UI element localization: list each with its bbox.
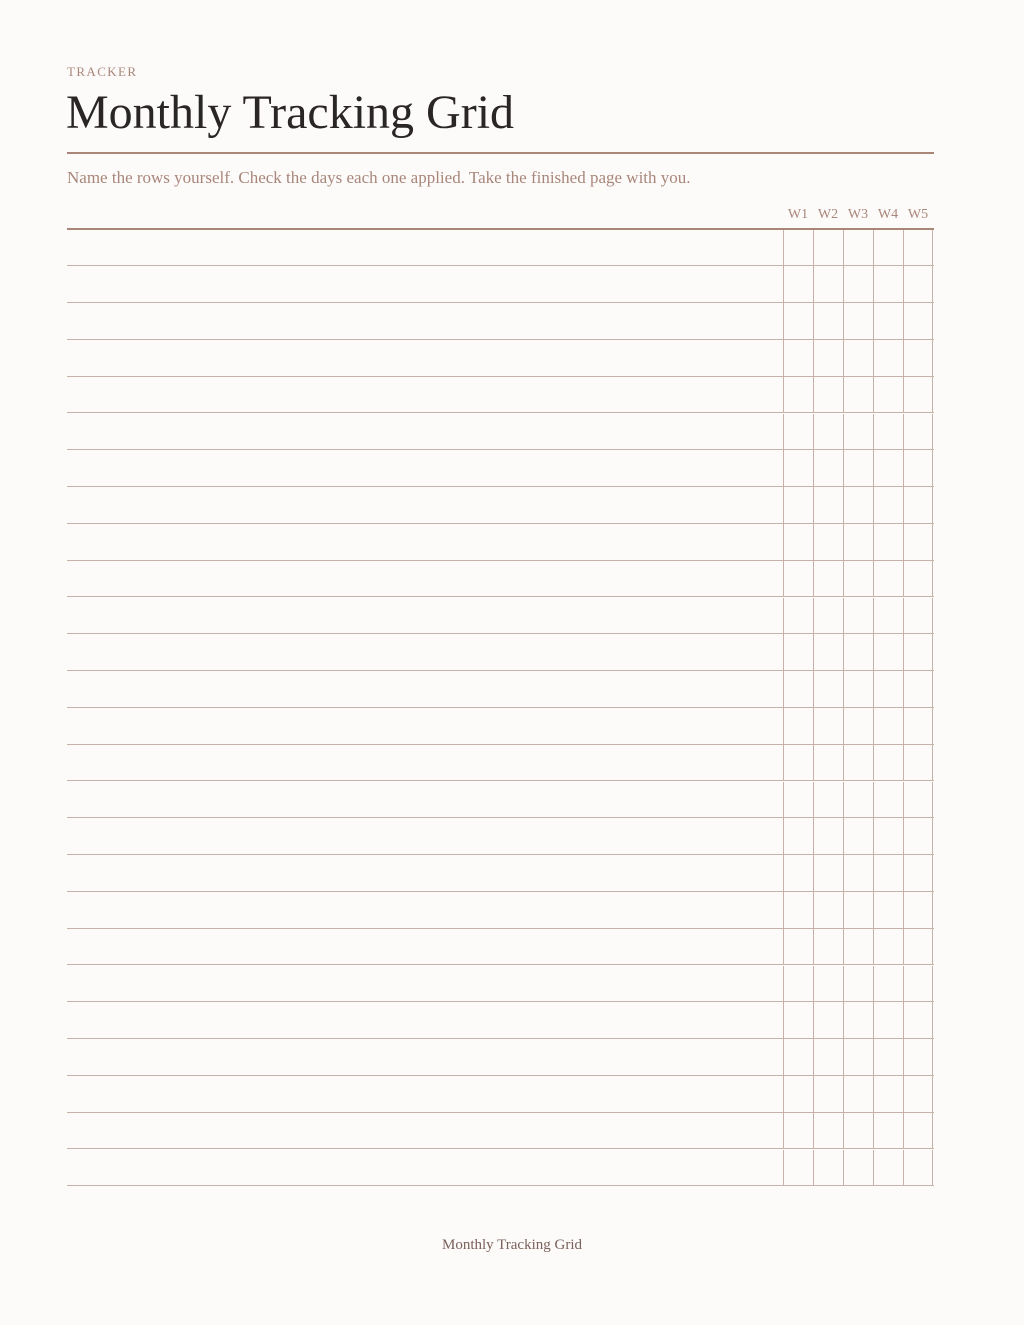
tracker-row xyxy=(67,340,934,377)
row-label-field[interactable] xyxy=(67,818,783,855)
week-4-checkbox[interactable] xyxy=(873,782,903,819)
week-5-checkbox[interactable] xyxy=(903,782,933,819)
row-label-field[interactable] xyxy=(67,524,783,561)
week-header-5: W5 xyxy=(907,207,929,222)
week-1-checkbox[interactable] xyxy=(783,266,813,303)
tracker-row xyxy=(67,818,934,855)
week-3-checkbox[interactable] xyxy=(843,782,873,819)
page-instructions: Name the rows yourself. Check the days each one applied. Take the finished page with you. xyxy=(67,168,691,187)
week-4-checkbox[interactable] xyxy=(873,303,903,340)
week-3-checkbox[interactable] xyxy=(843,1113,873,1150)
week-4-checkbox[interactable] xyxy=(873,671,903,708)
tracker-row xyxy=(67,634,934,671)
week-4-checkbox[interactable] xyxy=(873,598,903,635)
week-column-headers xyxy=(783,206,934,226)
week-1-checkbox[interactable] xyxy=(783,782,813,819)
week-2-checkbox[interactable] xyxy=(813,598,843,635)
week-1-checkbox[interactable] xyxy=(783,524,813,561)
week-5-checkbox[interactable] xyxy=(903,745,933,782)
week-4-checkbox[interactable] xyxy=(873,929,903,966)
week-4-checkbox[interactable] xyxy=(873,1002,903,1039)
week-1-checkbox[interactable] xyxy=(783,708,813,745)
tracker-row xyxy=(67,450,934,487)
week-1-checkbox[interactable] xyxy=(783,855,813,892)
tracker-row xyxy=(67,929,934,966)
page-title: Monthly Tracking Grid xyxy=(66,86,515,139)
week-5-checkbox[interactable] xyxy=(903,966,933,1003)
tracker-row xyxy=(67,892,934,929)
week-2-checkbox[interactable] xyxy=(813,929,843,966)
row-label-field[interactable] xyxy=(67,1039,783,1076)
week-5-checkbox[interactable] xyxy=(903,303,933,340)
week-2-checkbox[interactable] xyxy=(813,818,843,855)
tracker-row xyxy=(67,1076,934,1113)
week-5-checkbox[interactable] xyxy=(903,1113,933,1150)
week-1-checkbox[interactable] xyxy=(783,377,813,414)
week-header-1: W1 xyxy=(787,207,809,222)
week-2-checkbox[interactable] xyxy=(813,303,843,340)
section-eyebrow: TRACKER xyxy=(67,64,138,79)
tracker-row xyxy=(67,782,934,819)
week-1-checkbox[interactable] xyxy=(783,450,813,487)
week-1-checkbox[interactable] xyxy=(783,598,813,635)
week-2-checkbox[interactable] xyxy=(813,377,843,414)
week-3-checkbox[interactable] xyxy=(843,818,873,855)
week-5-checkbox[interactable] xyxy=(903,892,933,929)
week-1-checkbox[interactable] xyxy=(783,892,813,929)
week-4-checkbox[interactable] xyxy=(873,377,903,414)
week-2-checkbox[interactable] xyxy=(813,1113,843,1150)
week-2-checkbox[interactable] xyxy=(813,230,843,267)
week-5-checkbox[interactable] xyxy=(903,561,933,598)
week-5-checkbox[interactable] xyxy=(903,929,933,966)
tracking-grid xyxy=(67,228,934,1186)
tracker-row xyxy=(67,377,934,414)
week-5-checkbox[interactable] xyxy=(903,266,933,303)
row-label-field[interactable] xyxy=(67,1150,783,1187)
week-1-checkbox[interactable] xyxy=(783,1150,813,1187)
week-4-checkbox[interactable] xyxy=(873,1150,903,1187)
week-4-checkbox[interactable] xyxy=(873,487,903,524)
week-3-checkbox[interactable] xyxy=(843,598,873,635)
row-label-field[interactable] xyxy=(67,892,783,929)
week-1-checkbox[interactable] xyxy=(783,1113,813,1150)
row-label-field[interactable] xyxy=(67,598,783,635)
week-2-checkbox[interactable] xyxy=(813,340,843,377)
week-2-checkbox[interactable] xyxy=(813,450,843,487)
week-1-checkbox[interactable] xyxy=(783,671,813,708)
week-1-checkbox[interactable] xyxy=(783,561,813,598)
week-5-checkbox[interactable] xyxy=(903,1002,933,1039)
tracker-row xyxy=(67,524,934,561)
week-4-checkbox[interactable] xyxy=(873,745,903,782)
week-4-checkbox[interactable] xyxy=(873,266,903,303)
week-2-checkbox[interactable] xyxy=(813,487,843,524)
week-2-checkbox[interactable] xyxy=(813,1150,843,1187)
tracker-row xyxy=(67,303,934,340)
week-2-checkbox[interactable] xyxy=(813,745,843,782)
week-2-checkbox[interactable] xyxy=(813,1076,843,1113)
tracker-row xyxy=(67,745,934,782)
week-2-checkbox[interactable] xyxy=(813,634,843,671)
tracker-row xyxy=(67,708,934,745)
week-4-checkbox[interactable] xyxy=(873,966,903,1003)
week-1-checkbox[interactable] xyxy=(783,818,813,855)
row-label-field[interactable] xyxy=(67,450,783,487)
week-3-checkbox[interactable] xyxy=(843,524,873,561)
week-1-checkbox[interactable] xyxy=(783,1039,813,1076)
tracker-row xyxy=(67,598,934,635)
week-3-checkbox[interactable] xyxy=(843,671,873,708)
week-3-checkbox[interactable] xyxy=(843,414,873,451)
week-3-checkbox[interactable] xyxy=(843,929,873,966)
week-5-checkbox[interactable] xyxy=(903,340,933,377)
week-5-checkbox[interactable] xyxy=(903,524,933,561)
tracker-row xyxy=(67,855,934,892)
row-label-field[interactable] xyxy=(67,303,783,340)
week-5-checkbox[interactable] xyxy=(903,1150,933,1187)
week-3-checkbox[interactable] xyxy=(843,745,873,782)
tracker-row xyxy=(67,966,934,1003)
week-4-checkbox[interactable] xyxy=(873,892,903,929)
row-label-field[interactable] xyxy=(67,414,783,451)
week-2-checkbox[interactable] xyxy=(813,1002,843,1039)
week-2-checkbox[interactable] xyxy=(813,524,843,561)
week-4-checkbox[interactable] xyxy=(873,524,903,561)
row-label-field[interactable] xyxy=(67,671,783,708)
week-1-checkbox[interactable] xyxy=(783,303,813,340)
row-label-field[interactable] xyxy=(67,855,783,892)
row-label-field[interactable] xyxy=(67,1113,783,1150)
week-header-4: W4 xyxy=(877,207,899,222)
week-5-checkbox[interactable] xyxy=(903,487,933,524)
row-label-field[interactable] xyxy=(67,782,783,819)
row-label-field[interactable] xyxy=(67,966,783,1003)
week-1-checkbox[interactable] xyxy=(783,414,813,451)
week-4-checkbox[interactable] xyxy=(873,634,903,671)
row-label-field[interactable] xyxy=(67,487,783,524)
tracker-row xyxy=(67,414,934,451)
week-5-checkbox[interactable] xyxy=(903,855,933,892)
tracker-row xyxy=(67,487,934,524)
week-3-checkbox[interactable] xyxy=(843,1150,873,1187)
row-label-field[interactable] xyxy=(67,634,783,671)
tracker-row xyxy=(67,671,934,708)
week-1-checkbox[interactable] xyxy=(783,634,813,671)
week-header-3: W3 xyxy=(847,207,869,222)
week-3-checkbox[interactable] xyxy=(843,634,873,671)
tracker-row xyxy=(67,1113,934,1150)
week-2-checkbox[interactable] xyxy=(813,855,843,892)
week-2-checkbox[interactable] xyxy=(813,782,843,819)
week-3-checkbox[interactable] xyxy=(843,450,873,487)
week-4-checkbox[interactable] xyxy=(873,1113,903,1150)
tracker-row xyxy=(67,1039,934,1076)
tracker-row xyxy=(67,1150,934,1187)
row-label-field[interactable] xyxy=(67,230,783,267)
week-5-checkbox[interactable] xyxy=(903,1076,933,1113)
week-2-checkbox[interactable] xyxy=(813,708,843,745)
row-rule xyxy=(67,1185,934,1186)
row-label-field[interactable] xyxy=(67,1076,783,1113)
week-3-checkbox[interactable] xyxy=(843,561,873,598)
week-4-checkbox[interactable] xyxy=(873,230,903,267)
week-4-checkbox[interactable] xyxy=(873,855,903,892)
week-2-checkbox[interactable] xyxy=(813,892,843,929)
week-3-checkbox[interactable] xyxy=(843,340,873,377)
week-5-checkbox[interactable] xyxy=(903,634,933,671)
week-4-checkbox[interactable] xyxy=(873,414,903,451)
week-4-checkbox[interactable] xyxy=(873,1039,903,1076)
tracker-row xyxy=(67,561,934,598)
week-2-checkbox[interactable] xyxy=(813,966,843,1003)
week-2-checkbox[interactable] xyxy=(813,671,843,708)
week-1-checkbox[interactable] xyxy=(783,340,813,377)
row-label-field[interactable] xyxy=(67,340,783,377)
tracker-row xyxy=(67,1002,934,1039)
week-1-checkbox[interactable] xyxy=(783,230,813,267)
week-1-checkbox[interactable] xyxy=(783,745,813,782)
week-4-checkbox[interactable] xyxy=(873,818,903,855)
week-5-checkbox[interactable] xyxy=(903,414,933,451)
week-4-checkbox[interactable] xyxy=(873,340,903,377)
week-5-checkbox[interactable] xyxy=(903,377,933,414)
week-2-checkbox[interactable] xyxy=(813,561,843,598)
week-4-checkbox[interactable] xyxy=(873,561,903,598)
row-label-field[interactable] xyxy=(67,266,783,303)
row-label-field[interactable] xyxy=(67,1002,783,1039)
week-3-checkbox[interactable] xyxy=(843,1076,873,1113)
week-2-checkbox[interactable] xyxy=(813,1039,843,1076)
week-5-checkbox[interactable] xyxy=(903,450,933,487)
week-3-checkbox[interactable] xyxy=(843,303,873,340)
week-4-checkbox[interactable] xyxy=(873,708,903,745)
week-1-checkbox[interactable] xyxy=(783,487,813,524)
week-1-checkbox[interactable] xyxy=(783,1076,813,1113)
week-3-checkbox[interactable] xyxy=(843,892,873,929)
week-2-checkbox[interactable] xyxy=(813,414,843,451)
row-label-field[interactable] xyxy=(67,708,783,745)
week-5-checkbox[interactable] xyxy=(903,598,933,635)
week-2-checkbox[interactable] xyxy=(813,266,843,303)
week-1-checkbox[interactable] xyxy=(783,966,813,1003)
week-5-checkbox[interactable] xyxy=(903,1039,933,1076)
week-3-checkbox[interactable] xyxy=(843,1002,873,1039)
week-3-checkbox[interactable] xyxy=(843,855,873,892)
week-3-checkbox[interactable] xyxy=(843,377,873,414)
week-5-checkbox[interactable] xyxy=(903,671,933,708)
row-label-field[interactable] xyxy=(67,377,783,414)
week-3-checkbox[interactable] xyxy=(843,1039,873,1076)
row-label-field[interactable] xyxy=(67,929,783,966)
tracker-row xyxy=(67,266,934,303)
page-footer: Monthly Tracking Grid xyxy=(441,1237,582,1253)
week-4-checkbox[interactable] xyxy=(873,450,903,487)
week-3-checkbox[interactable] xyxy=(843,266,873,303)
week-3-checkbox[interactable] xyxy=(843,708,873,745)
row-label-field[interactable] xyxy=(67,561,783,598)
row-label-field[interactable] xyxy=(67,745,783,782)
week-3-checkbox[interactable] xyxy=(843,966,873,1003)
week-4-checkbox[interactable] xyxy=(873,1076,903,1113)
week-1-checkbox[interactable] xyxy=(783,1002,813,1039)
week-5-checkbox[interactable] xyxy=(903,818,933,855)
week-3-checkbox[interactable] xyxy=(843,487,873,524)
title-divider xyxy=(67,152,934,154)
tracker-row xyxy=(67,230,934,267)
week-5-checkbox[interactable] xyxy=(903,708,933,745)
week-5-checkbox[interactable] xyxy=(903,230,933,267)
week-1-checkbox[interactable] xyxy=(783,929,813,966)
week-header-2: W2 xyxy=(817,207,839,222)
week-3-checkbox[interactable] xyxy=(843,230,873,267)
